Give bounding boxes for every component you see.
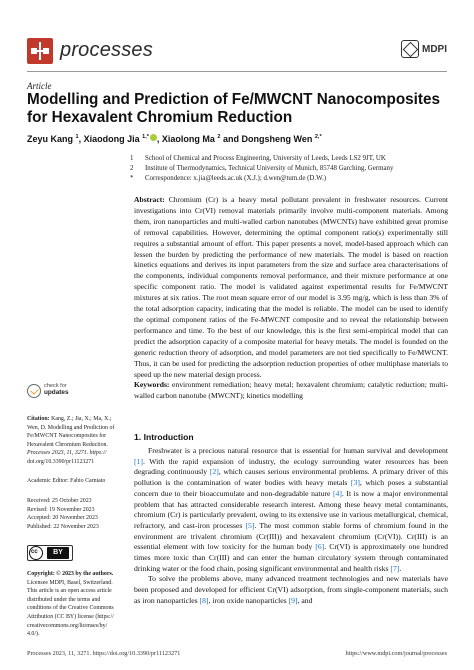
check-updates-icon [27, 384, 41, 398]
author-affil-mark: 2,* [314, 134, 322, 140]
author-list: Zeyu Kang $^1$, Xiaodong Jia $^{1,*}$ , Xiaolong Ma $^2$ and Dongsheng Wen $^{2,*}$ [27, 134, 322, 144]
affiliation-number: 1 [130, 155, 134, 162]
reference-link[interactable]: [3] [350, 478, 360, 488]
license-line: Attribution (CC BY) license (https:// [27, 613, 114, 620]
reference-link[interactable]: [1] [134, 456, 143, 466]
footer-journal-link[interactable]: https://www.mdpi.com/journal/processes [345, 650, 447, 657]
body-paragraph: Freshwater is a precious natural resource that is essential for human survival and development [1]. With the rapid expansion of industry, the ecology surrounding water resources has been degrading continuously [2], which causes serious environmental problems. A primary driver of this pollution is the contamination of water bodies with heavy metals [3], which poses a substantial concern due to their bioaccumulate and non-degradable nature [4]. It is now a major environmental problem that has attracted considerable research interest. Among these heavy metal contaminants, chromium (Cr) is particularly prevalent, owing to its extensive use in various metallurgical, chemical, refractory, and cast-iron processes [5]. The most common stable forms of chromium found in the environment are trivalent chromium (Cr(III)) and hexavalent chromium (Cr(VI)). Cr(III) is an essential element with low toxicity for the human body [6]. Cr(VI) is approximately one hundred times more toxic than Cr(III) and can enter the human circulatory system through contaminated drinking water or the food chain, posing significant environmental and health risks [7]. [134, 446, 449, 573]
affiliation-number: 2 [130, 165, 134, 172]
license-line: This article is an open access article [27, 588, 112, 595]
citation-block [27, 415, 125, 467]
citation-line: Processes 2023, 11, 3271. https:// [27, 450, 107, 457]
reference-link[interactable]: [4] [332, 488, 342, 498]
citation-line: Wen, D. Modelling and Prediction of [27, 424, 115, 431]
journal-logo-icon [27, 38, 53, 64]
keywords-text: environment remediation; heavy metal; hexavalent chromium; catalytic reduction; multi-walled carbon nanotube (MWCNT); kinetics modelling [134, 380, 448, 400]
header-divider [27, 71, 447, 72]
body-text [134, 446, 448, 607]
academic-editor: Academic Editor: Fabio Carniato [27, 478, 106, 484]
citation-line: Fe/MWCNT Nanocomposites for [27, 433, 107, 440]
affiliation-text: Institute of Thermodynamics, Technical University of Munich, 85748 Garching, Germany [145, 165, 394, 172]
keywords [134, 380, 448, 402]
author-name[interactable]: Xiaolong Ma [161, 134, 215, 144]
reference-link[interactable]: [9] [288, 595, 298, 605]
license-line: Licensee MDPI, Basel, Switzerland. [27, 579, 113, 586]
journal-header [27, 38, 447, 68]
date-accepted: Accepted: 20 November 2023 [27, 515, 98, 522]
affiliation-number: * [130, 175, 134, 182]
reference-link[interactable]: [7] [390, 563, 400, 573]
reference-link[interactable]: [8] [199, 595, 209, 605]
cc-by-license-badge[interactable] [27, 545, 73, 561]
citation-label: Citation: [27, 416, 50, 422]
citation-doi-link[interactable]: doi.org/10.3390/pr11123271 [27, 458, 95, 465]
keywords-label: Keywords: [134, 380, 170, 389]
license-line: Copyright: © 2023 by the authors. [27, 571, 114, 577]
footer-citation[interactable]: Processes 2023, 11, 3271. https://doi.org/10.3390/pr11123271 [27, 650, 181, 657]
license-line: distributed under the terms and [27, 596, 101, 603]
author-affil-mark: 1 [75, 134, 79, 140]
updates-line2: updates [44, 388, 69, 396]
cc-icon: cc [29, 546, 43, 560]
orcid-icon[interactable] [150, 134, 157, 141]
date-received: Received: 25 October 2023 [27, 498, 92, 504]
article-type: Article [27, 81, 52, 91]
by-icon: BY [47, 547, 69, 559]
citation-line: Hexavalent Chromium Reduction. [27, 441, 108, 448]
author-affil-mark: 1,* [142, 134, 149, 140]
reference-link[interactable]: [6] [315, 542, 325, 552]
author-name[interactable]: Xiaodong Jia [83, 134, 140, 144]
section-number: 1. [134, 432, 142, 442]
citation-line: Kang, Z.; Jia, X.; Ma, X.; [51, 416, 112, 422]
author-name[interactable]: Zeyu Kang [27, 134, 74, 144]
date-published: Published: 22 November 2023 [27, 523, 99, 530]
copyright-block [27, 570, 125, 639]
license-link[interactable]: creativecommons.org/licenses/by/ [27, 622, 108, 629]
updates-line1: check for [44, 383, 67, 389]
author-affil-mark: 2 [217, 134, 221, 140]
reference-link[interactable]: [5] [245, 520, 255, 530]
publisher-logo [401, 40, 447, 58]
publication-dates [27, 497, 125, 531]
abstract-label: Abstract: [134, 195, 165, 204]
author-name[interactable]: Dongsheng Wen [241, 134, 313, 144]
affiliation-text: School of Chemical and Process Engineering, University of Leeds, Leeds LS2 9JT, UK [145, 155, 386, 162]
section-title: Introduction [143, 432, 194, 442]
section-heading [134, 432, 194, 442]
reference-link[interactable]: [2] [209, 467, 219, 477]
check-for-updates-button[interactable] [27, 383, 97, 403]
abstract [134, 195, 448, 380]
date-revised: Revised: 19 November 2023 [27, 506, 95, 513]
license-line: 4.0/). [27, 631, 40, 638]
abstract-text: Chromium (Cr) is a heavy metal pollutant prevalent in freshwater resources. Current investigations into Cr(VI) removal materials primarily involve multi-component materials. Among them, iron nanoparticles and multi-walled carbon nanotubes (MWCNTs) have exhibited great promise of removal capabilities. However, determining the optimal component ratio(s) experimentally still requires a substantial amount of effort. This paper presents a novel, model-based approach which can lessen the burden by predicting the performance of new materials. The model is based on reaction kinetics equations and derives its input parameters from the size and surface area characterisations of the components, individual components removal performance, and their mixture performance at one specific component ratio. The model is validated against experimental results for Fe/MWCNT mixtures at six ratios. The root mean square error of our model is 3.95 mg/g, which is less than 3% of the total adsorption capacity, indicating that the model is reliable. The model can be used to identify the optimal component ratios of the Fe-MWCNT composite and to reveal the relationship between performance and time. To the best of our knowledge, this is the first semi-empirical model that can predict the adsorption capacity of a composite material for heavy metals. The model is founded on the generic reduction theory of adsorption, and model parameters are not tied specifically to Fe/MWCNT. Thus, it can be used for predicting the adsorption reduction properties of other multiphase materials to speed up the new material design process. [134, 195, 448, 379]
journal-name: processes [60, 39, 153, 61]
mdpi-logo-icon [401, 40, 419, 58]
article-title: Modelling and Prediction of Fe/MWCNT Nanocomposites for Hexavalent Chromium Reduction [27, 91, 441, 126]
publisher-name: MDPI [422, 43, 447, 55]
license-line: conditions of the Creative Commons [27, 605, 114, 612]
body-paragraph: To solve the problems above, many advanced treatment technologies and new materials have been proposed and developed for efficient Cr(VI) adsorption, from single-component materials, such as iron nanoparticles [8], iron oxide nanoparticles [9], and [134, 574, 448, 605]
correspondence-text[interactable]: Correspondence: x.jia@leeds.ac.uk (X.J.); d.wen@tum.de (D.W.) [145, 175, 327, 182]
